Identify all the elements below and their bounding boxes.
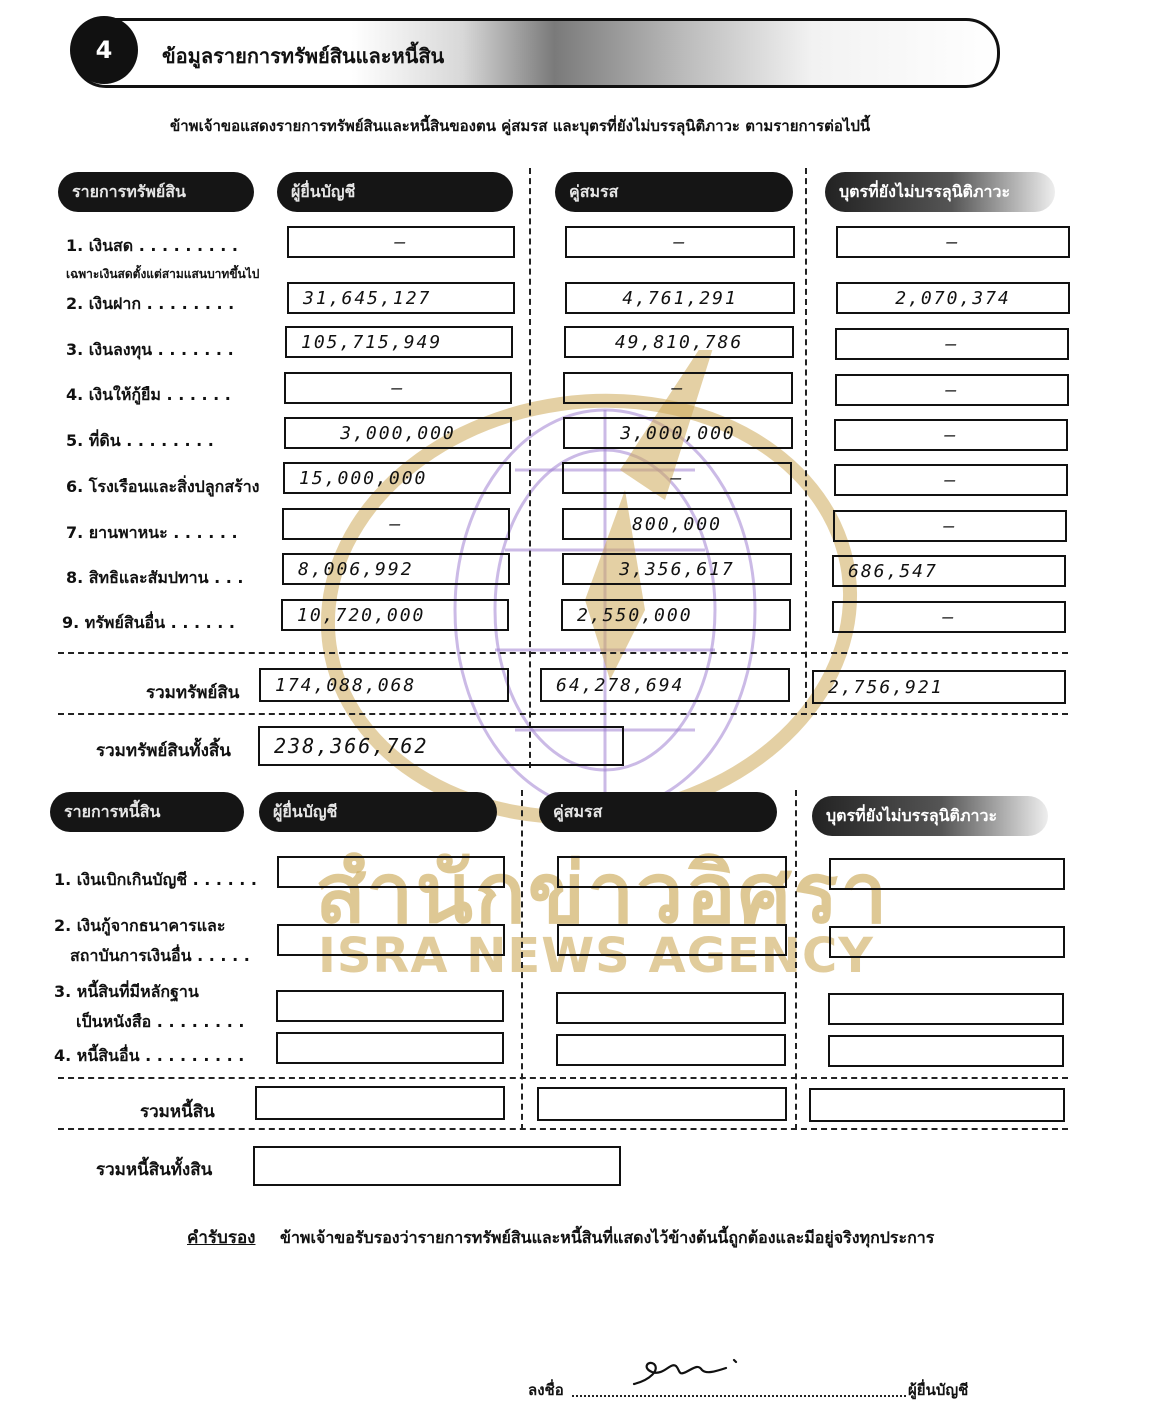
- liability-spouse-value: [557, 856, 787, 888]
- liability-row-label: 3. หนี้สินที่มีหลักฐาน: [54, 982, 199, 1001]
- watermark-thai-text: สำนักข่าวอิศรา: [315, 844, 890, 942]
- assets-filer-header: ผู้ยื่นบัญชี: [277, 172, 513, 212]
- certification-text: ข้าพเจ้าขอรับรองว่ารายการทรัพย์สินและหนี้สินที่แสดงไว้ข้างต้นนี้ถูกต้องและมีอยู่จริงทุกประการ: [280, 1228, 935, 1247]
- assets-child-header: บุตรที่ยังไม่บรรลุนิติภาวะ: [825, 172, 1055, 212]
- liability-total-child: [809, 1088, 1065, 1122]
- asset-row-label: 4. เงินให้กู้ยืม . . . . . .: [66, 385, 231, 404]
- asset-child-value: —: [834, 464, 1068, 496]
- asset-filer-value: 10,720,000: [281, 599, 509, 631]
- liability-total-filer: [255, 1086, 505, 1120]
- asset-row-label: 3. เงินลงทุน . . . . . . .: [66, 340, 234, 359]
- liability-spouse-value: [556, 992, 786, 1024]
- section-number-badge: 4: [70, 16, 138, 84]
- asset-child-value: 2,070,374: [836, 282, 1070, 314]
- asset-row-label: 5. ที่ดิน . . . . . . . .: [66, 431, 214, 450]
- total-separator: [58, 1128, 1068, 1130]
- asset-filer-value: 15,000,000: [283, 462, 511, 494]
- asset-spouse-value: —: [562, 462, 792, 494]
- asset-child-value: —: [833, 510, 1067, 542]
- assets-spouse-header: คู่สมรส: [555, 172, 793, 212]
- asset-spouse-value: 3,356,617: [562, 553, 792, 585]
- liability-total-spouse: [537, 1087, 787, 1121]
- liability-filer-value: [277, 856, 505, 888]
- section-title: ข้อมูลรายการทรัพย์สินและหนี้สิน: [162, 44, 445, 68]
- liability-grand-total-value: [253, 1146, 621, 1186]
- asset-filer-value: 31,645,127: [287, 282, 515, 314]
- asset-child-value: —: [834, 419, 1068, 451]
- asset-child-value: —: [835, 328, 1069, 360]
- liability-child-value: [829, 858, 1065, 890]
- asset-filer-value: —: [282, 508, 510, 540]
- asset-child-value: 686,547: [832, 555, 1066, 587]
- asset-row-label: 8. สิทธิและสัมปทาน . . .: [66, 568, 244, 587]
- asset-filer-value: —: [287, 226, 515, 258]
- asset-child-value: —: [832, 601, 1066, 633]
- liability-filer-value: [277, 924, 505, 956]
- signature-prefix: ลงชื่อ: [528, 1381, 564, 1399]
- column-separator: [529, 168, 531, 768]
- total-separator: [58, 713, 1068, 715]
- asset-filer-value: 8,006,992: [282, 553, 510, 585]
- liability-spouse-value: [557, 924, 787, 956]
- asset-total-filer: 174,088,068: [259, 668, 509, 702]
- asset-spouse-value: 49,810,786: [564, 326, 794, 358]
- asset-spouse-value: 800,000: [562, 508, 792, 540]
- liabilities-item-header: รายการหนี้สิน: [50, 792, 244, 832]
- liabilities-child-header: บุตรที่ยังไม่บรรลุนิติภาวะ: [812, 796, 1048, 836]
- asset-total-child: 2,756,921: [812, 670, 1066, 704]
- liability-row-label-2: เป็นหนังสือ . . . . . . . .: [76, 1012, 245, 1031]
- certification-heading: คำรับรอง: [187, 1228, 256, 1248]
- asset-child-value: —: [836, 226, 1070, 258]
- asset-spouse-value: 3,000,000: [563, 417, 793, 449]
- liability-total-label: รวมหนี้สิน: [140, 1102, 215, 1122]
- liability-row-label: 4. หนี้สินอื่น . . . . . . . . .: [54, 1046, 245, 1065]
- asset-row-label: 7. ยานพาหนะ . . . . . .: [66, 523, 238, 542]
- asset-row-label: 1. เงินสด . . . . . . . . .: [66, 236, 238, 255]
- liability-filer-value: [276, 1032, 504, 1064]
- asset-row-label: 9. ทรัพย์สินอื่น . . . . . .: [62, 613, 235, 632]
- asset-total-spouse: 64,278,694: [540, 668, 790, 702]
- column-separator: [521, 790, 523, 1130]
- asset-spouse-value: —: [565, 226, 795, 258]
- assets-item-header: รายการทรัพย์สิน: [58, 172, 254, 212]
- asset-filer-value: —: [284, 372, 512, 404]
- liability-row-label: 2. เงินกู้จากธนาคารและ: [54, 916, 226, 935]
- asset-child-value: —: [835, 374, 1069, 406]
- total-separator: [58, 652, 1068, 654]
- column-separator: [805, 168, 807, 708]
- column-separator: [795, 790, 797, 1130]
- liability-child-value: [829, 926, 1065, 958]
- liability-grand-total-label: รวมหนี้สินทั้งสิน: [96, 1160, 213, 1180]
- asset-grand-total-value: 238,366,762: [258, 726, 624, 766]
- asset-filer-value: 105,715,949: [285, 326, 513, 358]
- asset-spouse-value: 2,550,000: [561, 599, 791, 631]
- asset-row-label: 2. เงินฝาก . . . . . . . .: [66, 294, 235, 313]
- liability-row-label: 1. เงินเบิกเกินบัญชี . . . . . .: [54, 870, 257, 889]
- asset-row-label: 6. โรงเรือนและสิ่งปลูกสร้าง: [66, 477, 260, 496]
- asset-spouse-value: 4,761,291: [565, 282, 795, 314]
- handwritten-signature: [630, 1350, 750, 1390]
- total-separator: [58, 1077, 1068, 1079]
- liabilities-spouse-header: คู่สมรส: [539, 792, 777, 832]
- asset-filer-value: 3,000,000: [284, 417, 512, 449]
- signature-suffix: ผู้ยื่นบัญชี: [908, 1381, 969, 1399]
- cash-note: เฉพาะเงินสดตั้งแต่สามแสนบาทขึ้นไป: [66, 267, 260, 281]
- liability-child-value: [828, 993, 1064, 1025]
- intro-text: ข้าพเจ้าขอแสดงรายการทรัพย์สินและหนี้สินของตน คู่สมรส และบุตรที่ยังไม่บรรลุนิติภาวะ ตามรายการต่อไปนี้: [170, 117, 871, 135]
- asset-total-label: รวมทรัพย์สิน: [146, 683, 240, 703]
- liability-row-label-2: สถาบันการเงินอื่น . . . . .: [70, 946, 250, 965]
- signature-line: [572, 1395, 906, 1397]
- asset-grand-total-label: รวมทรัพย์สินทั้งสิ้น: [96, 741, 231, 761]
- asset-spouse-value: —: [563, 372, 793, 404]
- liability-child-value: [828, 1035, 1064, 1067]
- liability-spouse-value: [556, 1034, 786, 1066]
- watermark-english-text: ISRA NEWS AGENCY: [318, 928, 874, 984]
- liabilities-filer-header: ผู้ยื่นบัญชี: [259, 792, 497, 832]
- liability-filer-value: [276, 990, 504, 1022]
